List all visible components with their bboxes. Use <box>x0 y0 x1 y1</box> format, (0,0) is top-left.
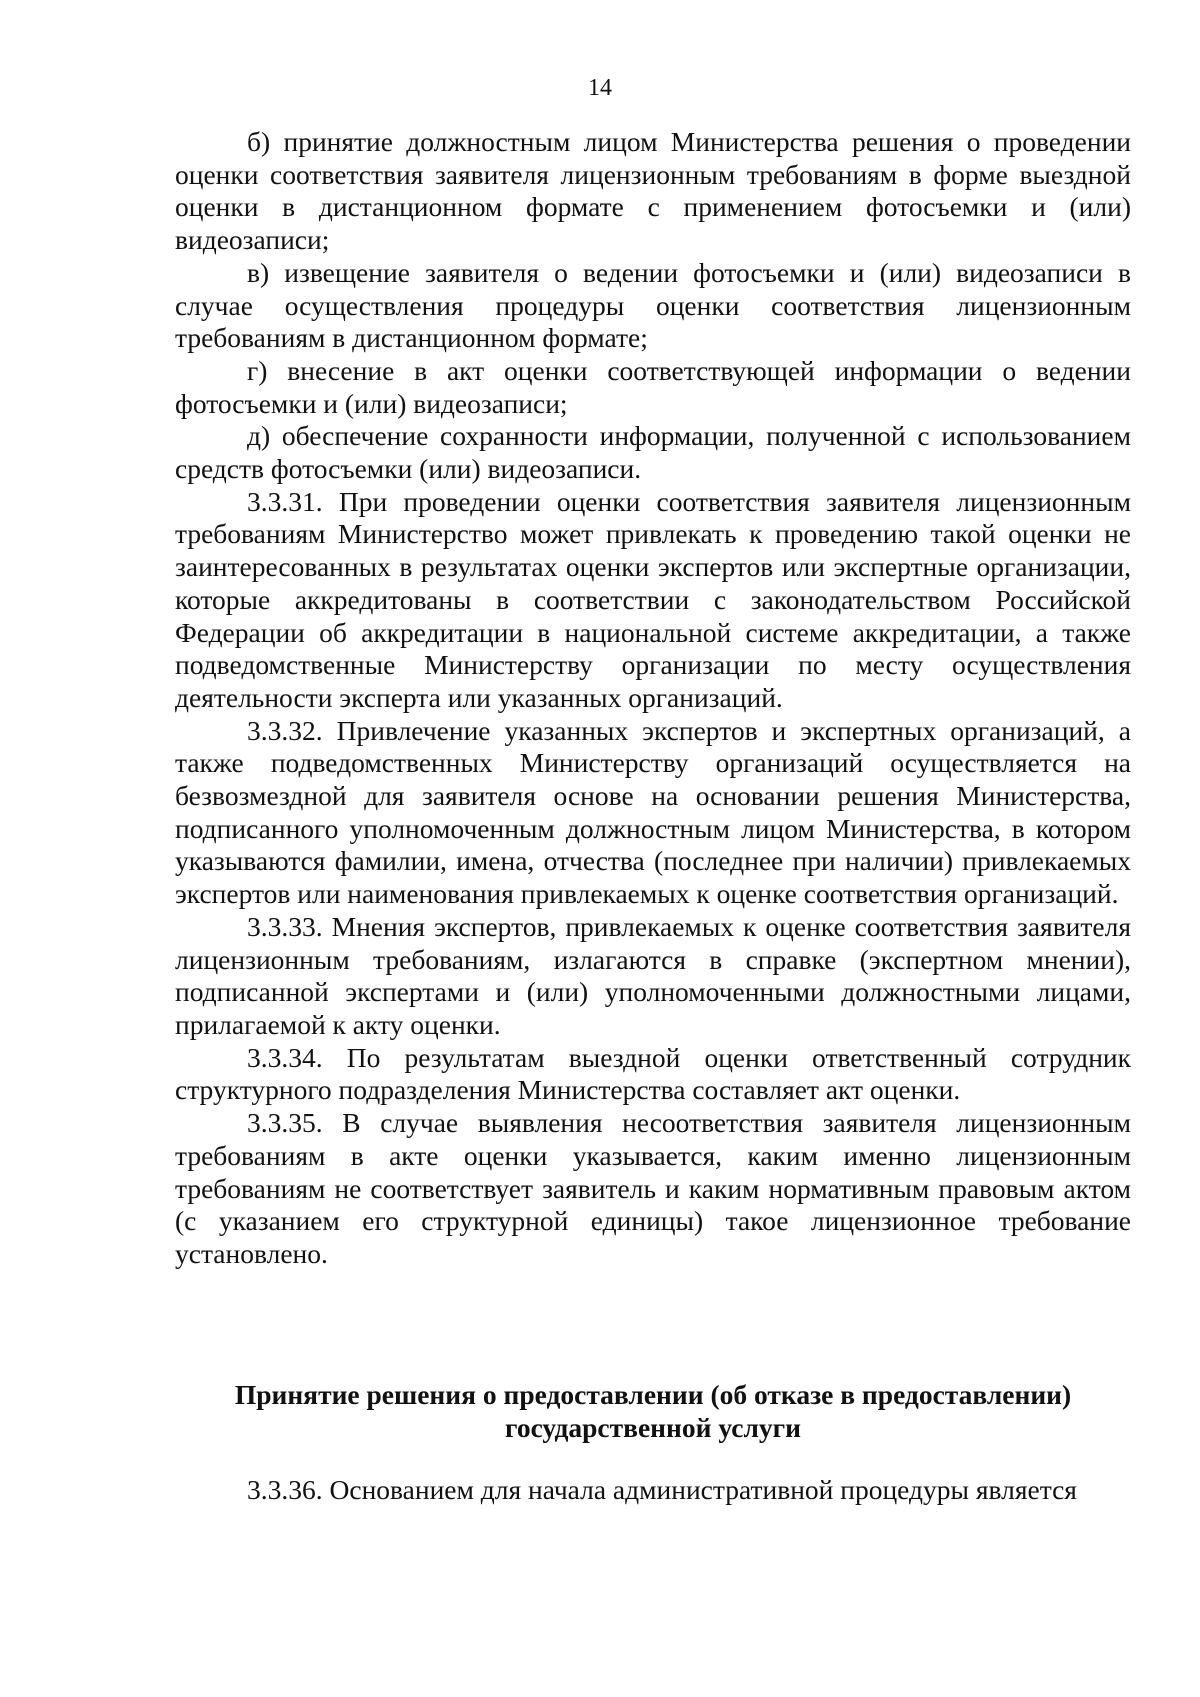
body-text <box>175 126 1131 1271</box>
page-number: 14 <box>588 75 612 101</box>
paragraph-d: д) обеспечение сохранности информации, полученной с использованием средств фотосъемки (или) видеозаписи. <box>175 420 1131 485</box>
paragraph-b: б) принятие должностным лицом Министерства решения о проведении оценки соответствия заявителя лицензионным требованиям в форме выездной оценки в дистанционном формате с применением фотосъемки и (или) видеозаписи; <box>175 126 1131 256</box>
paragraph-3-3-34: 3.3.34. По результатам выездной оценки ответственный сотрудник структурного подразделения Министерства составляет акт оценки. <box>175 1041 1131 1106</box>
paragraph-v: в) извещение заявителя о ведении фотосъемки и (или) видеозаписи в случае осуществления процедуры оценки соответствия лицензионным требованиям в дистанционном формате; <box>175 256 1131 354</box>
paragraph-3-3-31: 3.3.31. При проведении оценки соответствия заявителя лицензионным требованиям Министерство может привлекать к проведению такой оценки не заинтересованных в результатах оценки экспертов или экспертные организации, которые аккредитованы в соответствии с законодательством Российской Федерации об аккредитации в национальной системе аккредитации, а также подведомственные Министерству организации по месту осуществления деятельности эксперта или указанных организаций. <box>175 485 1131 713</box>
paragraph-g: г) внесение в акт оценки соответствующей информации о ведении фотосъемки и (или) видеозаписи; <box>175 354 1131 419</box>
paragraph-3-3-33: 3.3.33. Мнения экспертов, привлекаемых к оценке соответствия заявителя лицензионным требованиям, излагаются в справке (экспертном мнении), подписанной экспертами и (или) уполномоченными должностными лицами, прилагаемой к акту оценки. <box>175 910 1131 1040</box>
paragraph-3-3-36: 3.3.36. Основанием для начала административной процедуры является <box>247 1474 1077 1505</box>
paragraph-3-3-35: 3.3.35. В случае выявления несоответствия заявителя лицензионным требованиям в акте оценки указывается, каким именно лицензионным требованиям не соответствует заявитель и каким нормативным правовым актом (с указанием его структурной единицы) такое лицензионное требование установлено. <box>175 1107 1131 1269</box>
paragraph-3-3-32: 3.3.32. Привлечение указанных экспертов и экспертных организаций, а также подведомственных Министерству организаций осуществляется на безвозмездной для заявителя основе на основании решения Министерства, подписанного уполномоченным должностным лицом Министерства, в котором указываются фамилии, имена, отчества (последнее при наличии) привлекаемых экспертов или наименования привлекаемых к оценке соответствия организаций. <box>175 714 1131 910</box>
section-heading <box>175 1379 1131 1444</box>
section-heading-line-2: государственной услуги <box>505 1411 801 1443</box>
section-heading-line-1: Принятие решения о предоставлении (об отказе в предоставлении) <box>234 1379 1072 1410</box>
